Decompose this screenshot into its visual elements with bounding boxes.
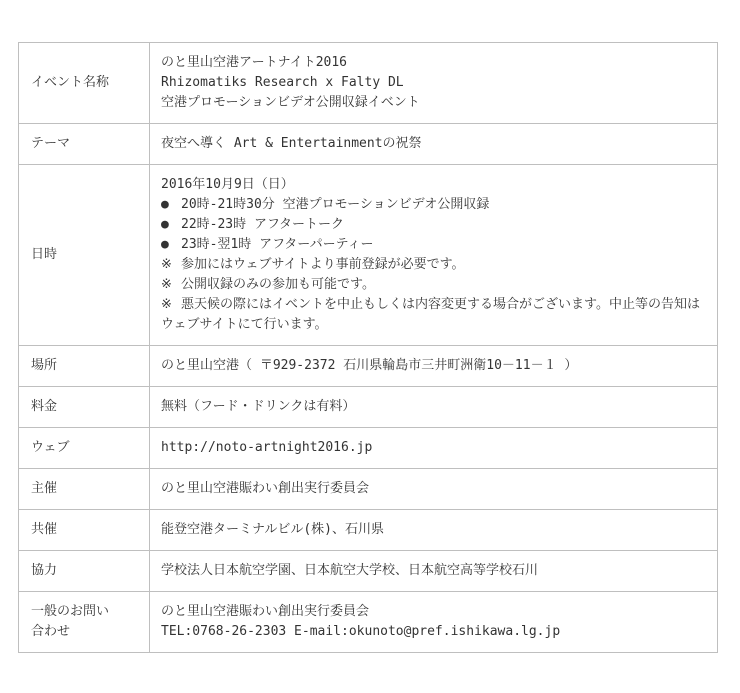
note-item — [161, 255, 706, 275]
note-mark-icon: ※ — [161, 257, 172, 272]
fee-value: 無料（フード・ドリンクは有料） — [150, 387, 718, 428]
table-row-event-name — [19, 43, 718, 124]
note-item — [161, 295, 706, 335]
schedule-item-text: 22時-23時 アフタートーク — [181, 217, 345, 232]
table-row-contact — [19, 592, 718, 653]
bullet-icon: ● — [161, 237, 169, 252]
note-mark-icon: ※ — [161, 297, 172, 312]
organizer-value: のと里山空港賑わい創出実行委員会 — [150, 469, 718, 510]
event-name-line-2: Rhizomatiks Research x Falty DL — [161, 75, 404, 90]
contact-value — [150, 592, 718, 653]
bullet-icon: ● — [161, 197, 169, 212]
fee-label: 料金 — [19, 387, 150, 428]
co-organizer-label: 共催 — [19, 510, 150, 551]
table-row-venue — [19, 346, 718, 387]
event-name-line-1: のと里山空港アートナイト2016 — [161, 55, 348, 70]
contact-label-line-2: 合わせ — [31, 624, 71, 639]
datetime-value — [150, 165, 718, 346]
event-name-line-3: 空港プロモーションビデオ公開収録イベント — [161, 95, 420, 110]
schedule-item-text: 23時-翌1時 アフターパーティー — [181, 237, 374, 252]
web-label: ウェブ — [19, 428, 150, 469]
table-row-web — [19, 428, 718, 469]
event-name-label: イベント名称 — [19, 43, 150, 124]
co-organizer-value: 能登空港ターミナルビル(株)、石川県 — [150, 510, 718, 551]
schedule-item — [161, 195, 706, 215]
schedule-item — [161, 235, 706, 255]
event-info-table — [18, 42, 718, 653]
schedule-item — [161, 215, 706, 235]
schedule-item-text: 20時-21時30分 空港プロモーションビデオ公開収録 — [181, 197, 490, 212]
table-row-co-organizer — [19, 510, 718, 551]
theme-value: 夜空へ導く Art & Entertainmentの祝祭 — [150, 124, 718, 165]
event-date: 2016年10月9日（日） — [161, 177, 294, 192]
note-item — [161, 275, 706, 295]
web-value — [150, 428, 718, 469]
website-link[interactable]: http://noto-artnight2016.jp — [161, 440, 373, 455]
venue-label: 場所 — [19, 346, 150, 387]
table-row-organizer — [19, 469, 718, 510]
cooperation-value: 学校法人日本航空学園、日本航空大学校、日本航空高等学校石川 — [150, 551, 718, 592]
table-row-cooperation — [19, 551, 718, 592]
note-item-text: 悪天候の際にはイベントを中止もしくは内容変更する場合がございます。中止等の告知はウェブサイトにて行います。 — [161, 297, 700, 332]
table-row-fee — [19, 387, 718, 428]
venue-value: のと里山空港（ 〒929-2372 石川県輪島市三井町洲衛10－11－１ ） — [150, 346, 718, 387]
contact-details: TEL:0768-26-2303 E-mail:okunoto@pref.ishikawa.lg.jp — [161, 624, 561, 639]
contact-label-line-1: 一般のお問い — [31, 604, 110, 619]
bullet-icon: ● — [161, 217, 169, 232]
note-mark-icon: ※ — [161, 277, 172, 292]
event-name-value — [150, 43, 718, 124]
note-item-text: 公開収録のみの参加も可能です。 — [181, 277, 375, 292]
cooperation-label: 協力 — [19, 551, 150, 592]
table-row-datetime — [19, 165, 718, 346]
table-row-theme — [19, 124, 718, 165]
theme-label: テーマ — [19, 124, 150, 165]
contact-organization: のと里山空港賑わい創出実行委員会 — [161, 604, 370, 619]
organizer-label: 主催 — [19, 469, 150, 510]
datetime-label: 日時 — [19, 165, 150, 346]
contact-label — [19, 592, 150, 653]
note-item-text: 参加にはウェブサイトより事前登録が必要です。 — [181, 257, 465, 272]
